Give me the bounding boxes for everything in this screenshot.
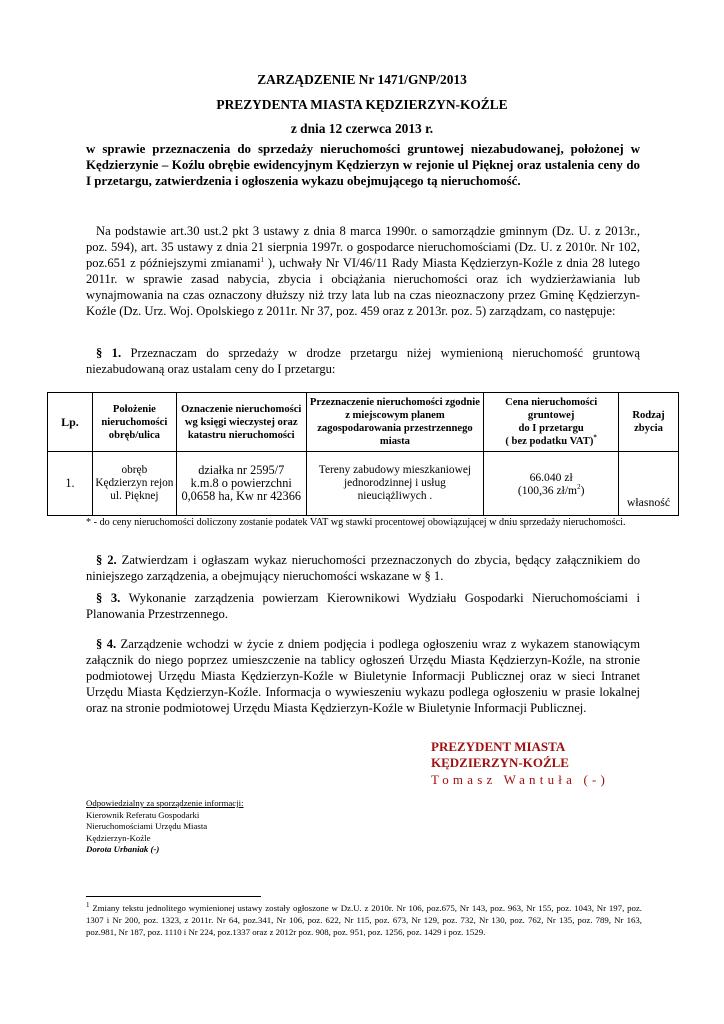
responsible-line1: Kierownik Referatu Gospodarki	[86, 809, 200, 820]
responsible-line3: Kędzierzyn-Koźle	[86, 832, 151, 843]
table-header-row	[48, 393, 679, 452]
responsible-heading: Odpowiedzialny za sporządzenie informacji:	[86, 798, 244, 808]
ordinance-number: ZARZĄDZENIE Nr 1471/GNP/2013	[257, 72, 467, 87]
issuer-title: PREZYDENTA MIASTA KĘDZIERZYN-KOŹLE	[216, 97, 508, 112]
row-price-per-m2-value: (100,36 zł/m	[517, 483, 578, 497]
header-ownership: Rodzaj zbycia	[619, 393, 679, 452]
row-location: obręb Kędzierzyn rejon ul. Pięknej	[92, 452, 176, 516]
footnote	[86, 902, 642, 938]
section-4-label: § 4.	[96, 637, 117, 651]
signature-city: KĘDZIERZYN-KOŹLE	[431, 755, 569, 770]
section-2-label: § 2.	[96, 553, 117, 567]
section-4	[86, 636, 640, 716]
section-3-text: Wykonanie zarządzenia powierzam Kierownikowi Wydziału Gospodarki Nieruchomościami i Planowania Przestrzennego.	[86, 591, 641, 621]
legal-basis	[86, 223, 640, 319]
row-price-total: 66.040 zł	[529, 470, 573, 484]
row-designation-line2: k.m.8 o powierzchni	[190, 476, 292, 490]
row-designation	[176, 452, 306, 516]
row-lp: 1.	[48, 452, 93, 516]
ordinance-subject: w sprawie przeznaczenia do sprzedaży nieruchomości gruntowej niezabudowanej, położonej w Kędzierzynie – Koźlu obrębie ewidencyjnym Kędzierzyn w rejonie ul Pięknej oraz ustalenia ceny do I przetargu, zatwierdzenia i ogłoszenia wykazu obejmującego tą nieruchomość.	[86, 142, 640, 188]
table-row	[48, 452, 679, 516]
header-purpose: Przeznaczenie nieruchomości zgodnie z miejscowym planem zagospodarowania przestrzennego miasta	[306, 393, 484, 452]
legal-basis-part1: Na podstawie art.30 ust.2 pkt 3 ustawy z dnia 8 marca 1990r. o samorządzie gminnym (Dz. U. z 2013r., poz. 594), art. 35 ustawy z dnia 21 sierpnia 1997r. o gospodarce nieruchomościami (Dz. U. z 2010r. Nr 102, poz.651 z późniejszymi zmianami	[86, 224, 640, 270]
row-ownership: własność	[619, 452, 679, 516]
responsible-block	[86, 798, 244, 856]
table-footnote: * - do ceny nieruchomości doliczony zostanie podatek VAT wg stawki procentowej obowiązującej w dniu sprzedaży nieruchomości.	[86, 517, 626, 528]
row-designation-line3: 0,0658 ha, Kw nr 42366	[181, 489, 301, 503]
ordinance-date: z dnia 12 czerwca 2013 r.	[290, 121, 434, 136]
property-table	[47, 392, 679, 516]
section-1-label: § 1.	[96, 346, 122, 360]
responsible-name: Dorota Urbaniak (-)	[86, 844, 160, 854]
header-price-line3	[486, 435, 616, 448]
section-1	[86, 345, 640, 377]
section-2	[86, 552, 640, 584]
row-price	[484, 452, 619, 516]
signature-title: PREZYDENT MIASTA	[431, 739, 566, 754]
section-3	[86, 590, 640, 622]
section-1-text: Przeznaczam do sprzedaży w drodze przetargu niżej wymienioną nieruchomość gruntową niezabudowaną oraz ustalam ceny do I przetargu:	[86, 346, 640, 376]
row-designation-line1: działka nr 2595/7	[198, 463, 285, 477]
responsible-line2: Nieruchomościami Urzędu Miasta	[86, 821, 208, 831]
row-price-per-m2	[486, 484, 616, 497]
footnote-text: Zmiany tekstu jednolitego wymienionej ustawy zostały ogłoszone w Dz.U. z 2010r. Nr 106, poz.675, Nr 143, poz. 963, Nr 155, poz. 1043, Nr 197, poz. 1307 i Nr 200, poz. 1323, z 2011r. Nr 64, poz.341, Nr 106, poz. 622, Nr 115, poz. 673, Nr 129, poz. 732, Nr 130, poz. 762, Nr 135, poz. 789, Nr 163, poz.981, Nr 187, poz. 1110 i Nr 224, poz.1337 oraz z 2012r poz. 908, poz. 951, poz. 1256, poz. 1429 i poz. 1529.	[86, 903, 642, 937]
footnote-mark: 1	[86, 901, 90, 910]
row-purpose: Tereny zabudowy mieszkaniowej jednorodzinnej i usług nieuciążliwych .	[306, 452, 484, 516]
header-price-vat: ( bez podatku VAT)	[505, 436, 594, 447]
header-location: Położenie nieruchomości obręb/ulica	[92, 393, 176, 452]
legal-basis-part2: ), uchwały Nr VI/46/11 Rady Miasta Kędzierzyn-Koźle z dnia 28 lutego 2011r. w sprawie zasad nabycia, zbycia i obciążania nieruchomości oraz ich wydzierżawiania lub wynajmowania na czas oznaczony dłuższy niż trzy lata lub na czas nieoznaczony przez Gminę Kędzierzyn-Koźle (Dz. Urz. Woj. Opolskiego z 2011r. Nr 37, poz. 459 oraz z 2013r. poz. 5) zarządzam, co następuje:	[86, 256, 640, 318]
header-price	[484, 393, 619, 452]
footnote-reference: 1	[260, 255, 264, 264]
header-price-star: *	[593, 433, 597, 442]
header-designation: Oznaczenie nieruchomości wg księgi wieczystej oraz katastru nieruchomości	[176, 393, 306, 452]
signature-name: Tomasz Wantuła (-)	[431, 772, 610, 787]
section-2-text: Zatwierdzam i ogłaszam wykaz nieruchomości przeznaczonych do zbycia, będący załącznikiem do niniejszego zarządzenia, a obejmujący nieruchomości wskazane w § 1.	[86, 553, 640, 583]
header-price-line1: Cena nieruchomości gruntowej	[505, 397, 598, 421]
row-price-close: )	[580, 483, 585, 497]
row-price-sup: 2	[577, 482, 581, 491]
header-lp: Lp.	[48, 393, 93, 452]
footnote-divider	[86, 896, 261, 897]
section-3-label: § 3.	[96, 591, 121, 605]
section-4-text: Zarządzenie wchodzi w życie z dniem podjęcia i podlega ogłoszeniu wraz z wykazem stanowiącym załącznik do niego poprzez umieszczenie na tablicy ogłoszeń Urzędu Miasta Kędzierzyn-Koźle, na stronie podmiotowej Urzędu Miasta Kędzierzyn-Koźle w Biuletynie Informacji Publicznej oraz w sieci Intranet Urzędu Miasta Kędzierzyn-Koźle. Informacja o wywieszeniu wykazu podlega ogłoszeniu w prasie lokalnej oraz na stronie podmiotowej Urzędu Miasta Kędzierzyn-Koźle w Biuletynie Informacji Publicznej.	[86, 637, 641, 715]
header-price-line2: do I przetargu	[518, 423, 584, 434]
